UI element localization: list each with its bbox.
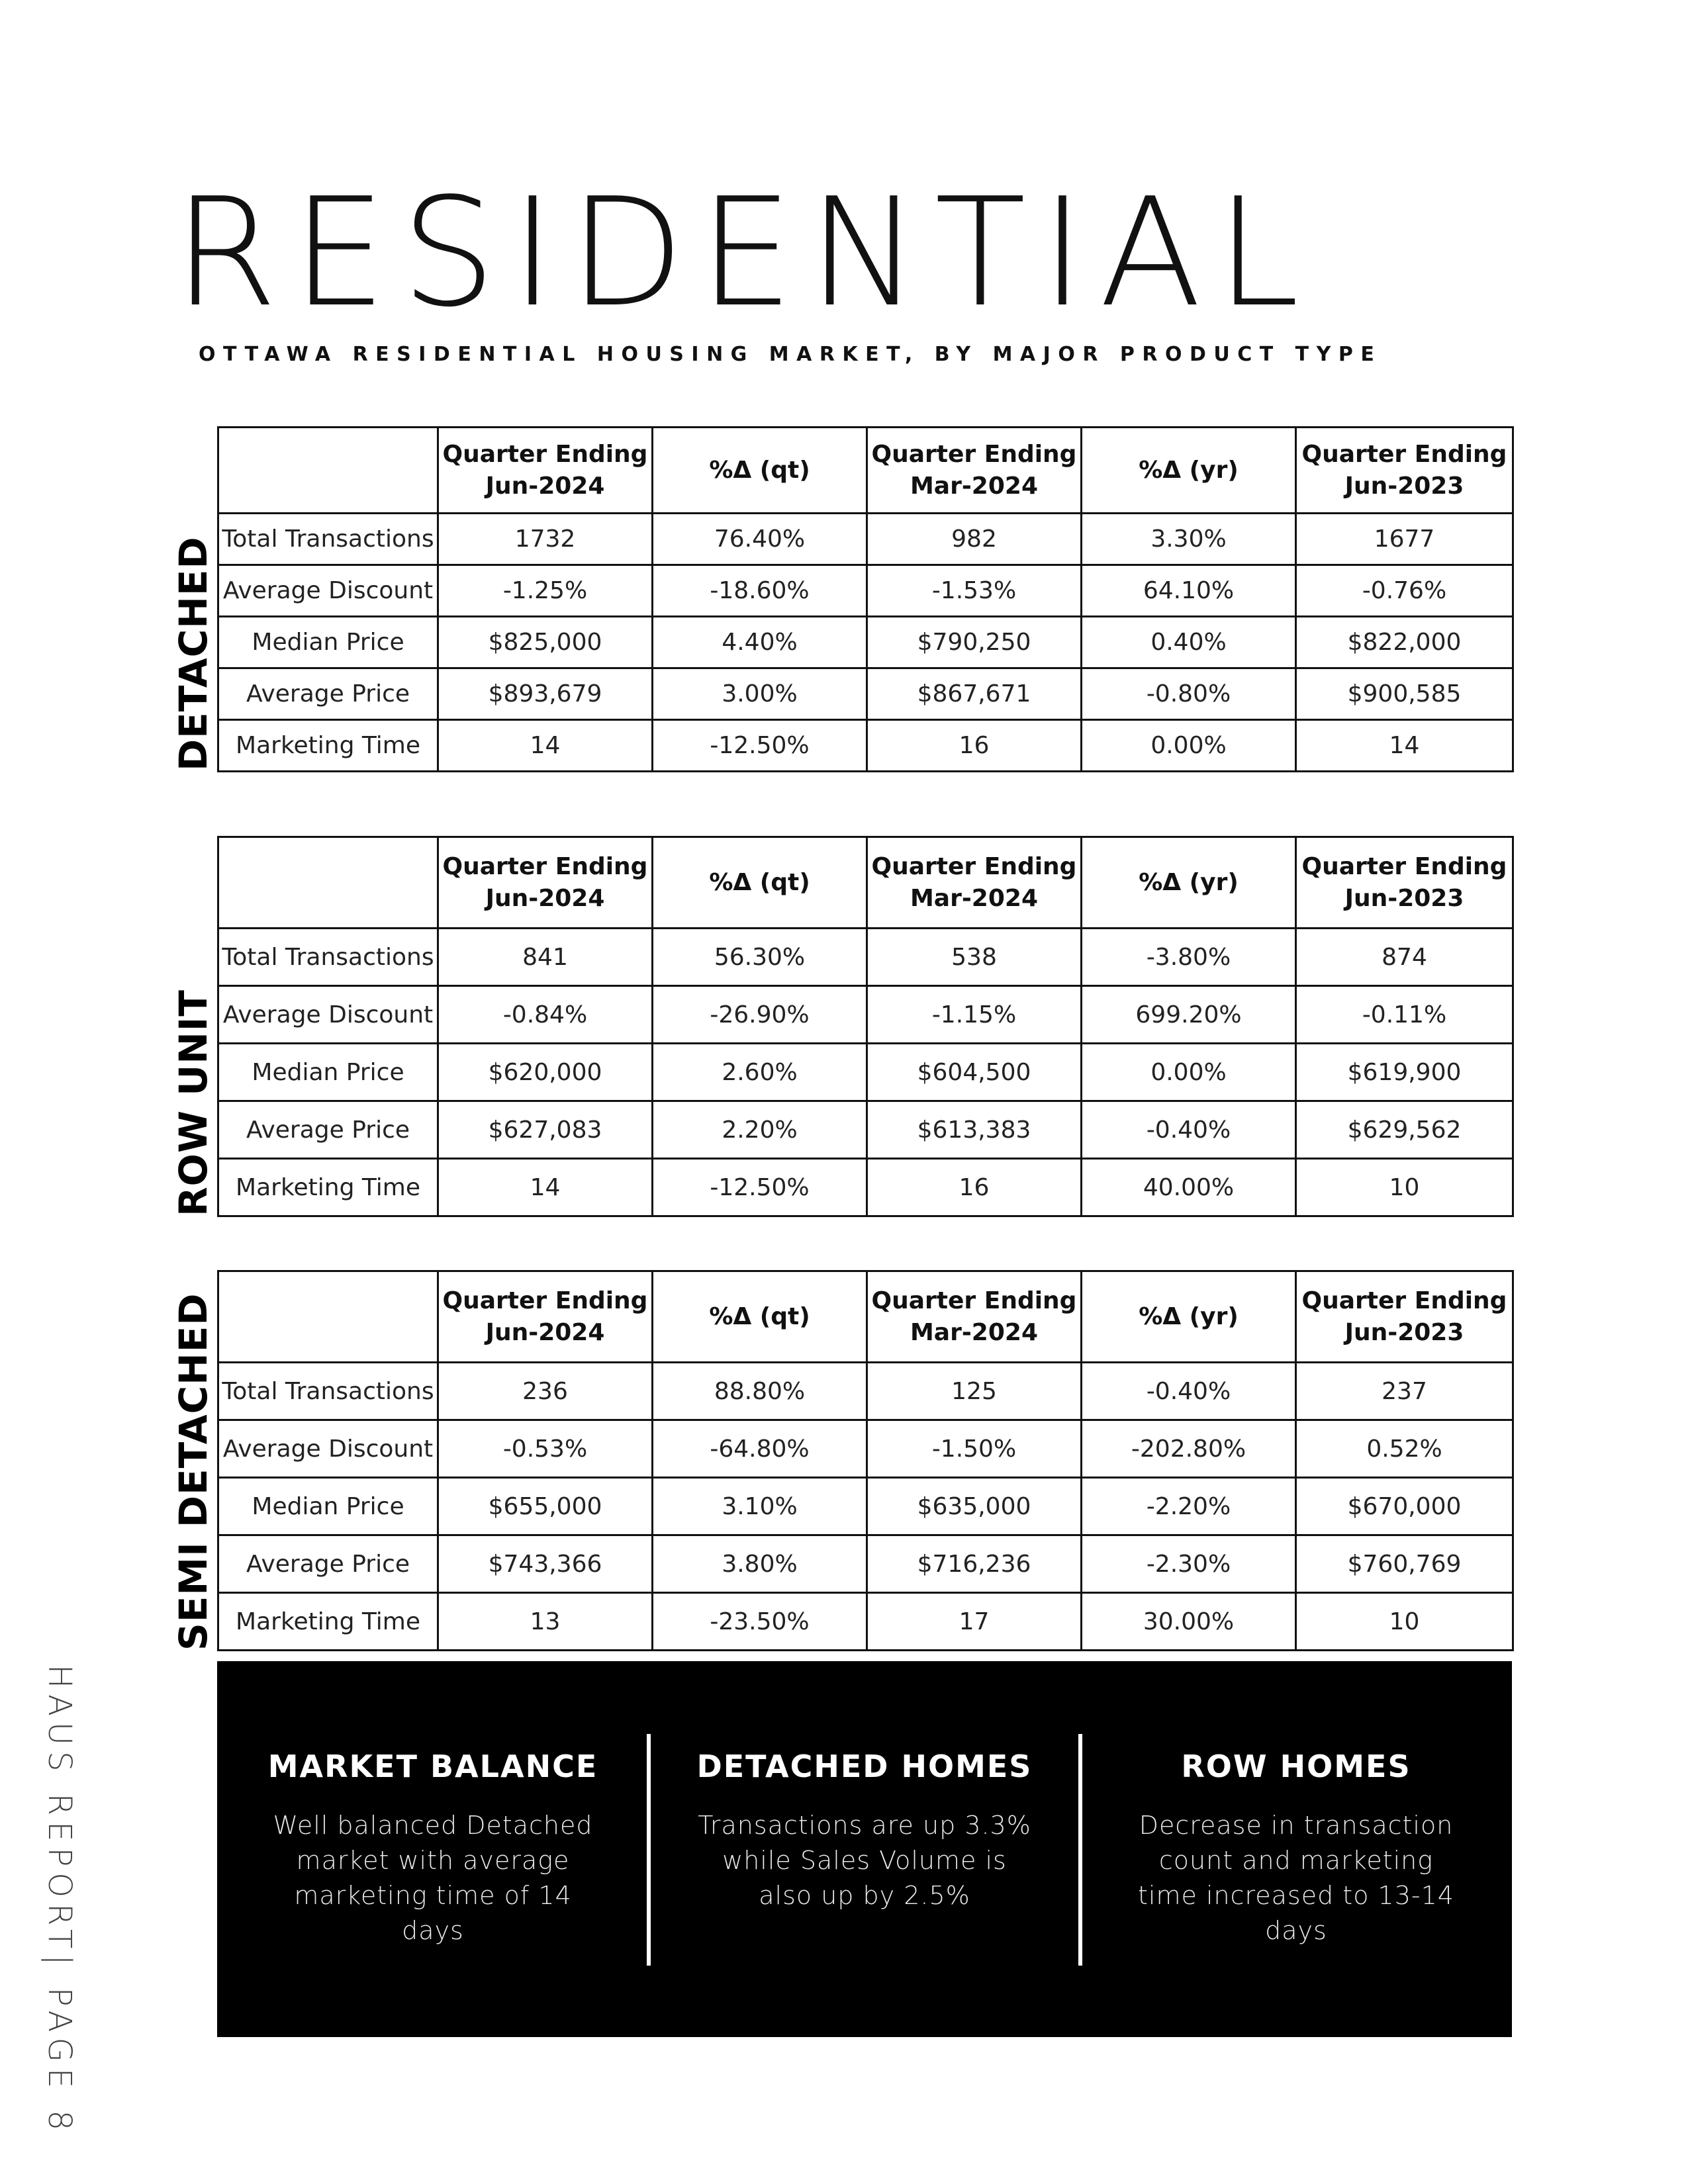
table-header-row <box>218 428 1513 514</box>
table-cell: 1677 <box>1296 514 1513 565</box>
column-header: Quarter Ending Jun-2023 <box>1296 1271 1513 1363</box>
column-header: %Δ (yr) <box>1082 837 1296 929</box>
row-label: Average Price <box>218 1101 438 1159</box>
table-corner-cell <box>218 1271 438 1363</box>
table-cell: $900,585 <box>1296 668 1513 720</box>
table-cell: $613,383 <box>867 1101 1082 1159</box>
table-cell: 88.80% <box>653 1363 867 1420</box>
table-cell: 56.30% <box>653 929 867 986</box>
table-cell: -0.40% <box>1082 1101 1296 1159</box>
row-unit-table <box>217 836 1514 1217</box>
table-cell: $743,366 <box>438 1535 653 1593</box>
table-cell: 874 <box>1296 929 1513 986</box>
table-row <box>218 929 1513 986</box>
table-cell: $670,000 <box>1296 1478 1513 1535</box>
table-cell: -1.53% <box>867 565 1082 617</box>
table-cell: 3.10% <box>653 1478 867 1535</box>
column-header: %Δ (qt) <box>653 837 867 929</box>
column-header: %Δ (yr) <box>1082 1271 1296 1363</box>
table-cell: -0.80% <box>1082 668 1296 720</box>
row-unit-section <box>172 836 1523 1216</box>
table-cell: $604,500 <box>867 1044 1082 1101</box>
column-header: Quarter Ending Mar-2024 <box>867 837 1082 929</box>
column-header: Quarter Ending Mar-2024 <box>867 1271 1082 1363</box>
table-cell: $655,000 <box>438 1478 653 1535</box>
table-cell: 40.00% <box>1082 1159 1296 1216</box>
table-cell: $790,250 <box>867 617 1082 668</box>
table-cell: 10 <box>1296 1593 1513 1651</box>
table-cell: 1732 <box>438 514 653 565</box>
table-row <box>218 1478 1513 1535</box>
table-header-row <box>218 837 1513 929</box>
table-row <box>218 1420 1513 1478</box>
table-cell: 2.20% <box>653 1101 867 1159</box>
table-cell: 3.30% <box>1082 514 1296 565</box>
table-row <box>218 1101 1513 1159</box>
column-header: Quarter Ending Mar-2024 <box>867 428 1082 514</box>
row-unit-label: ROW UNIT <box>171 989 216 1216</box>
table-cell: 4.40% <box>653 617 867 668</box>
table-cell: -3.80% <box>1082 929 1296 986</box>
table-row <box>218 720 1513 772</box>
table-row <box>218 986 1513 1044</box>
table-row <box>218 514 1513 565</box>
table-cell: 76.40% <box>653 514 867 565</box>
column-header: Quarter Ending Jun-2024 <box>438 428 653 514</box>
table-row <box>218 1593 1513 1651</box>
table-cell: 0.52% <box>1296 1420 1513 1478</box>
row-label: Marketing Time <box>218 720 438 772</box>
table-row <box>218 1159 1513 1216</box>
table-cell: -0.53% <box>438 1420 653 1478</box>
table-cell: -0.11% <box>1296 986 1513 1044</box>
table-corner-cell <box>218 837 438 929</box>
table-cell: $825,000 <box>438 617 653 668</box>
table-cell: 125 <box>867 1363 1082 1420</box>
table-cell: 699.20% <box>1082 986 1296 1044</box>
row-label: Average Discount <box>218 565 438 617</box>
row-label: Total Transactions <box>218 514 438 565</box>
table-cell: -12.50% <box>653 720 867 772</box>
table-cell: 14 <box>1296 720 1513 772</box>
table-cell: 13 <box>438 1593 653 1651</box>
summary-text: Transactions are up 3.3% while Sales Volume is also up by 2.5% <box>698 1811 1031 1910</box>
table-cell: -1.25% <box>438 565 653 617</box>
row-label: Total Transactions <box>218 929 438 986</box>
row-label: Marketing Time <box>218 1159 438 1216</box>
table-row <box>218 1363 1513 1420</box>
row-label: Average Price <box>218 668 438 720</box>
row-label: Marketing Time <box>218 1593 438 1651</box>
row-label: Median Price <box>218 1044 438 1101</box>
table-cell: -0.84% <box>438 986 653 1044</box>
table-cell: 30.00% <box>1082 1593 1296 1651</box>
table-cell: $620,000 <box>438 1044 653 1101</box>
table-cell: -1.50% <box>867 1420 1082 1478</box>
summary-detached-homes <box>649 1661 1080 2037</box>
table-cell: $635,000 <box>867 1478 1082 1535</box>
row-label: Average Discount <box>218 1420 438 1478</box>
table-cell: $822,000 <box>1296 617 1513 668</box>
table-row <box>218 1044 1513 1101</box>
table-cell: 3.80% <box>653 1535 867 1593</box>
table-cell: $629,562 <box>1296 1101 1513 1159</box>
table-cell: 10 <box>1296 1159 1513 1216</box>
table-corner-cell <box>218 428 438 514</box>
page-subtitle: OTTAWA RESIDENTIAL HOUSING MARKET, BY MAJOR PRODUCT TYPE <box>199 343 1382 366</box>
table-cell: 841 <box>438 929 653 986</box>
table-cell: 16 <box>867 720 1082 772</box>
table-cell: 2.60% <box>653 1044 867 1101</box>
table-cell: -1.15% <box>867 986 1082 1044</box>
table-cell: -18.60% <box>653 565 867 617</box>
row-label: Average Discount <box>218 986 438 1044</box>
table-cell: 64.10% <box>1082 565 1296 617</box>
table-cell: 14 <box>438 1159 653 1216</box>
table-cell: 14 <box>438 720 653 772</box>
table-cell: 236 <box>438 1363 653 1420</box>
semi-detached-table <box>217 1270 1514 1651</box>
table-cell: -23.50% <box>653 1593 867 1651</box>
table-cell: 3.00% <box>653 668 867 720</box>
row-label: Median Price <box>218 617 438 668</box>
column-header: Quarter Ending Jun-2023 <box>1296 837 1513 929</box>
column-header: Quarter Ending Jun-2024 <box>438 837 653 929</box>
detached-table <box>217 426 1514 772</box>
column-header: %Δ (qt) <box>653 1271 867 1363</box>
table-cell: 0.00% <box>1082 1044 1296 1101</box>
column-header: %Δ (qt) <box>653 428 867 514</box>
summary-title: DETACHED HOMES <box>696 1749 1033 1784</box>
table-cell: 538 <box>867 929 1082 986</box>
table-header-row <box>218 1271 1513 1363</box>
row-label: Average Price <box>218 1535 438 1593</box>
summary-title: MARKET BALANCE <box>267 1749 598 1784</box>
table-cell: $716,236 <box>867 1535 1082 1593</box>
table-cell: $867,671 <box>867 668 1082 720</box>
table-cell: $893,679 <box>438 668 653 720</box>
summary-text: Decrease in transaction count and marketing time increased to 13-14 days <box>1138 1811 1454 1945</box>
summary-market-balance <box>217 1661 649 2037</box>
semi-detached-section <box>172 1270 1523 1651</box>
summary-banner <box>217 1661 1512 2037</box>
table-row <box>218 565 1513 617</box>
table-cell: -26.90% <box>653 986 867 1044</box>
table-cell: -12.50% <box>653 1159 867 1216</box>
column-header: Quarter Ending Jun-2024 <box>438 1271 653 1363</box>
page-footer: HAUS REPORT| PAGE 8 <box>41 1664 78 2136</box>
table-cell: 0.00% <box>1082 720 1296 772</box>
table-cell: 982 <box>867 514 1082 565</box>
column-header: Quarter Ending Jun-2023 <box>1296 428 1513 514</box>
table-cell: 17 <box>867 1593 1082 1651</box>
table-cell: 237 <box>1296 1363 1513 1420</box>
table-row <box>218 617 1513 668</box>
table-cell: $619,900 <box>1296 1044 1513 1101</box>
table-cell: -0.76% <box>1296 565 1513 617</box>
summary-row-homes <box>1080 1661 1512 2037</box>
detached-section <box>172 426 1523 771</box>
table-cell: -0.40% <box>1082 1363 1296 1420</box>
table-row <box>218 1535 1513 1593</box>
table-row <box>218 668 1513 720</box>
column-header: %Δ (yr) <box>1082 428 1296 514</box>
table-cell: 16 <box>867 1159 1082 1216</box>
row-label: Median Price <box>218 1478 438 1535</box>
summary-title: ROW HOMES <box>1181 1749 1411 1784</box>
summary-text: Well balanced Detached market with average marketing time of 14 days <box>273 1811 593 1945</box>
table-cell: $760,769 <box>1296 1535 1513 1593</box>
detached-label: DETACHED <box>171 536 216 771</box>
semi-detached-label: SEMI DETACHED <box>171 1293 216 1651</box>
table-cell: 0.40% <box>1082 617 1296 668</box>
page-title: RESIDENTIAL <box>173 166 1315 340</box>
table-cell: -2.30% <box>1082 1535 1296 1593</box>
table-cell: -2.20% <box>1082 1478 1296 1535</box>
table-cell: -64.80% <box>653 1420 867 1478</box>
table-cell: -202.80% <box>1082 1420 1296 1478</box>
row-label: Total Transactions <box>218 1363 438 1420</box>
table-cell: $627,083 <box>438 1101 653 1159</box>
